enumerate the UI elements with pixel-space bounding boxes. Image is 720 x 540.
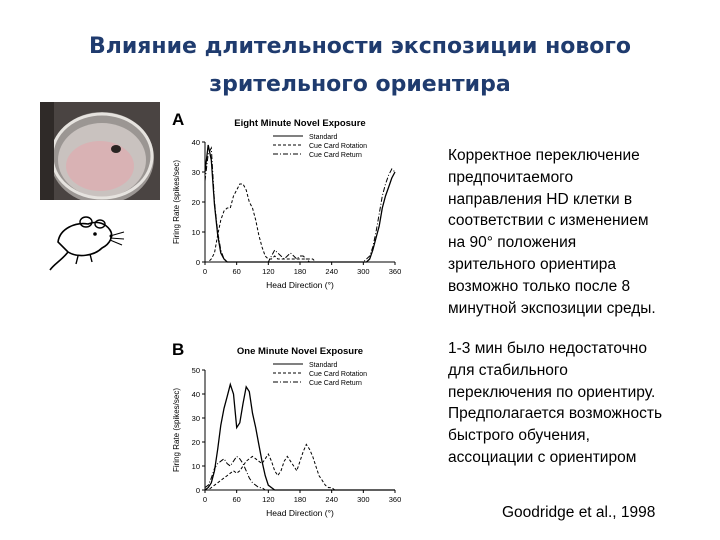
x-tick-label: 360 [388, 267, 402, 276]
x-axis-label: Head Direction (°) [266, 508, 334, 518]
series-line [205, 145, 395, 262]
y-tick-label: 0 [195, 258, 200, 267]
legend-label: Cue Card Return [309, 152, 362, 159]
y-axis-label: Firing Rate (spikes/sec) [172, 159, 181, 245]
series-line [205, 456, 395, 490]
chart-eight-minute-exposure [165, 112, 425, 297]
series-line [205, 444, 395, 490]
text-line: зрительного ориентира [448, 255, 617, 273]
text-line: Корректное переключение [448, 147, 640, 164]
rat-sketch [48, 212, 126, 272]
text-block-2 [448, 338, 662, 469]
y-tick-label: 20 [191, 438, 200, 447]
series-line [205, 184, 395, 262]
x-tick-label: 60 [232, 495, 241, 504]
text-line: на 90° положения [448, 234, 577, 252]
y-tick-label: 10 [191, 462, 200, 471]
text-line: 1-3 мин было недостаточно [448, 340, 647, 357]
x-tick-label: 300 [357, 495, 370, 504]
x-tick-label: 360 [388, 495, 402, 504]
y-axis-label: Firing Rate (spikes/sec) [172, 387, 181, 473]
x-tick-label: 240 [325, 267, 338, 276]
chart-one-minute-exposure [165, 340, 425, 525]
x-tick-label: 180 [293, 267, 307, 276]
x-tick-label: 300 [357, 267, 370, 276]
series-line [205, 384, 395, 490]
x-tick-label: 60 [232, 267, 241, 276]
title-line-1: Влияние длительности экспозиции нового [88, 34, 632, 59]
x-axis-label: Head Direction (°) [266, 280, 334, 290]
arena-photo-illustration [40, 102, 160, 200]
y-tick-label: 40 [191, 390, 200, 399]
x-tick-label: 180 [293, 495, 307, 504]
y-tick-label: 20 [191, 198, 200, 207]
panel-label-a: A [172, 110, 185, 129]
text-line: ассоциации с ориентиром [448, 448, 637, 466]
x-tick-label: 120 [262, 267, 275, 276]
x-tick-label: 0 [202, 267, 208, 276]
text-line: предпочитаемого [448, 168, 574, 186]
legend-label: Standard [309, 362, 338, 369]
y-tick-label: 0 [195, 486, 200, 495]
arena-photo [40, 102, 160, 200]
text-line: Предполагается возможность [448, 405, 663, 423]
text-line: быстрого обучения, [448, 427, 590, 445]
title-line-2: зрительного ориентира [209, 72, 511, 97]
text-line: возможно только после 8 [448, 277, 631, 295]
text-line: минутной экспозиции среды. [448, 299, 656, 317]
text-block-1 [448, 145, 656, 319]
y-tick-label: 50 [191, 366, 200, 375]
legend-label: Cue Card Rotation [309, 143, 367, 150]
y-tick-label: 30 [191, 168, 200, 177]
legend-label: Cue Card Rotation [309, 371, 367, 378]
panel-label-b: B [172, 340, 185, 359]
x-tick-label: 0 [202, 495, 208, 504]
chart-title: Eight Minute Novel Exposure [234, 118, 366, 129]
text-line: направления HD клетки в [448, 190, 633, 208]
x-tick-label: 240 [325, 495, 338, 504]
y-tick-label: 30 [191, 414, 200, 423]
series-line [205, 148, 395, 262]
slide-title [0, 28, 720, 104]
text-line: соответствии с изменением [448, 212, 649, 230]
x-tick-label: 120 [262, 495, 275, 504]
legend-label: Standard [309, 134, 338, 141]
citation: Goodridge et al., 1998 [502, 504, 656, 521]
text-line: для стабильного [448, 361, 568, 379]
chart-title: One Minute Novel Exposure [236, 346, 364, 357]
y-tick-label: 40 [191, 138, 200, 147]
legend-label: Cue Card Return [309, 380, 362, 387]
text-line: переключения по ориентиру. [448, 383, 656, 401]
y-tick-label: 10 [191, 228, 200, 237]
